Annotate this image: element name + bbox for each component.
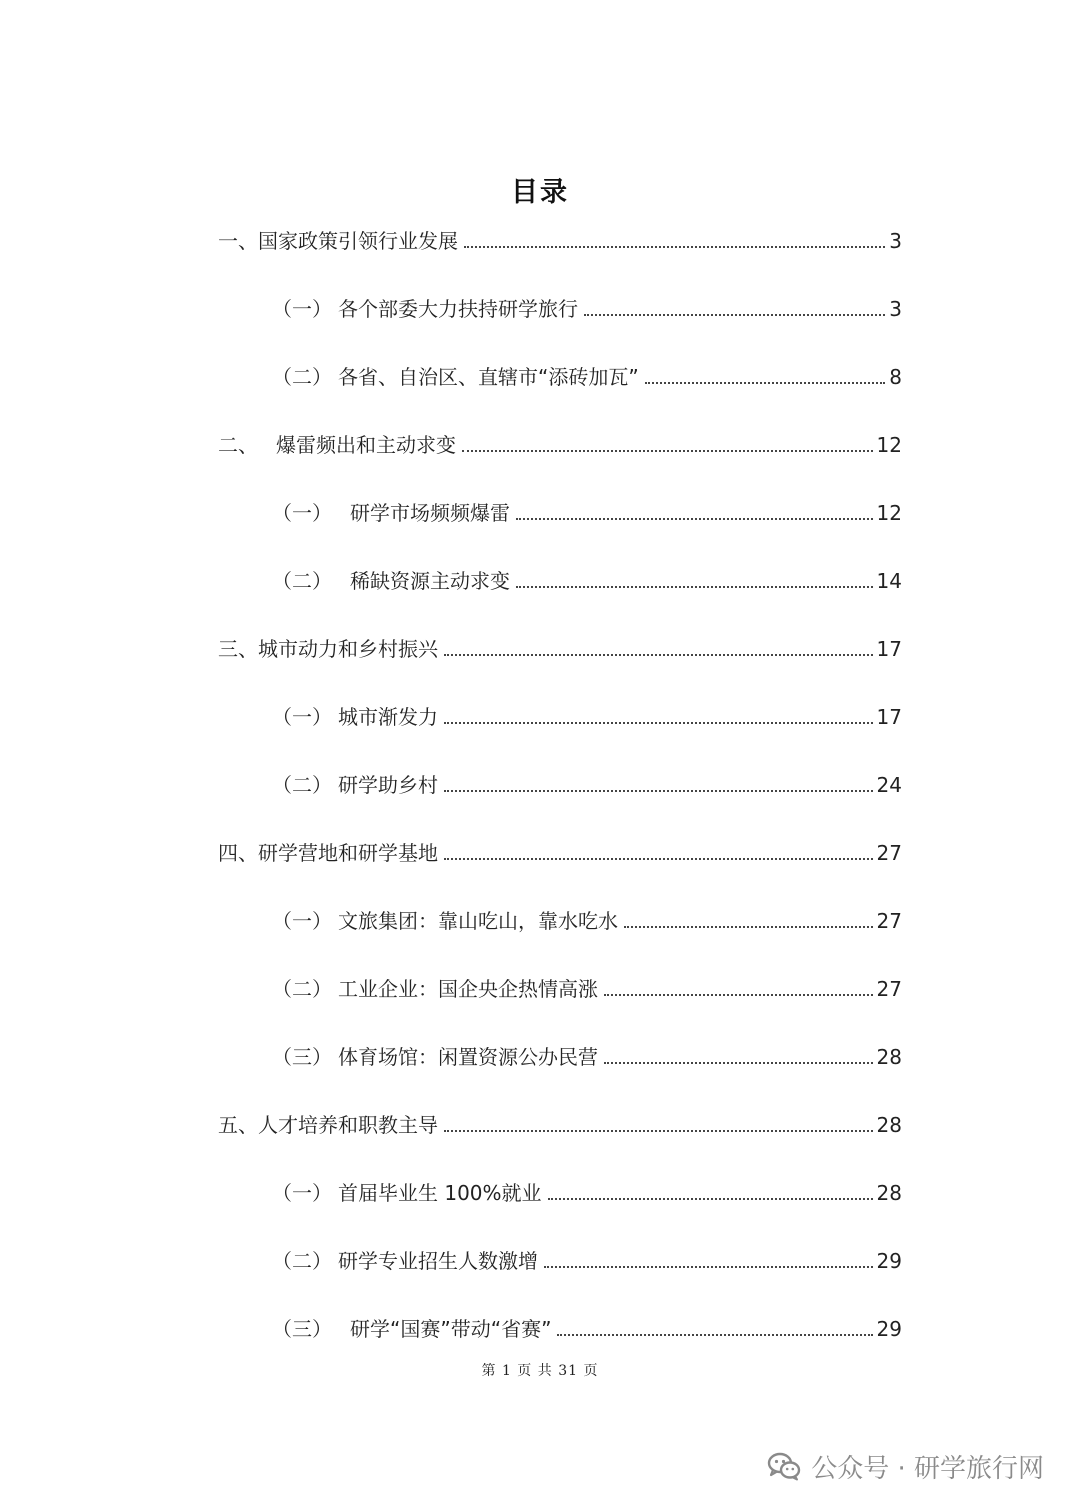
- toc-entry: [272, 906, 902, 936]
- toc-entry: [272, 770, 902, 800]
- toc-leader-dots: [444, 722, 873, 724]
- toc-entry-page-number: 17: [876, 637, 902, 661]
- toc-entry: [272, 566, 902, 596]
- toc-entry: [218, 1110, 902, 1140]
- toc-entry: [272, 974, 902, 1004]
- toc-entry-label: [218, 634, 438, 664]
- toc-entry-text: 首届毕业生 100%就业: [338, 1181, 542, 1205]
- toc-leader-dots: [516, 586, 873, 588]
- toc-entry-page-number: 14: [876, 569, 902, 593]
- toc-entry-page-number: 12: [876, 433, 902, 457]
- toc-entry-label: [218, 226, 458, 256]
- toc-entry-label: [218, 838, 438, 868]
- toc-entry-label: [272, 1042, 598, 1072]
- toc-entry-page-number: 28: [876, 1113, 902, 1137]
- toc-entry: [218, 838, 902, 868]
- toc-entry-page-number: 3: [889, 229, 902, 253]
- toc-entry-number: （一）: [272, 909, 332, 933]
- toc-entry: [272, 1178, 902, 1208]
- toc-entry-number: 一、: [218, 229, 258, 253]
- toc-entry-page-number: 29: [876, 1317, 902, 1341]
- toc-entry: [272, 362, 902, 392]
- toc-entry-text: 文旅集团：靠山吃山，靠水吃水: [338, 909, 618, 933]
- toc-entry: [272, 1246, 902, 1276]
- toc-entry: [272, 1314, 902, 1344]
- toc-entry: [272, 702, 902, 732]
- toc-leader-dots: [624, 926, 873, 928]
- toc-entry-text: 稀缺资源主动求变: [350, 569, 510, 593]
- toc-entry-label: [272, 566, 510, 596]
- toc-entry-text: 各个部委大力扶持研学旅行: [338, 297, 578, 321]
- toc-entry-text: 国家政策引领行业发展: [258, 229, 458, 253]
- toc-entry-label: [272, 1246, 538, 1276]
- toc-entry-number: 四、: [218, 841, 258, 865]
- toc-entry: [218, 226, 902, 256]
- toc-entry-text: 研学“国赛”带动“省赛”: [350, 1317, 552, 1341]
- toc-entry-label: [272, 362, 639, 392]
- wechat-icon: [767, 1451, 801, 1481]
- toc-entry-number: （三）: [272, 1045, 332, 1069]
- toc-entry-number: （二）: [272, 1249, 332, 1273]
- watermark-text: 公众号 · 研学旅行网: [811, 1453, 1044, 1484]
- toc-entry-text: 研学专业招生人数激增: [338, 1249, 538, 1273]
- toc-leader-dots: [548, 1198, 873, 1200]
- watermark: [767, 1446, 1044, 1486]
- toc-leader-dots: [444, 790, 873, 792]
- toc-entry-number: 二、: [218, 433, 258, 457]
- toc-entry-text: 工业企业：国企央企热情高涨: [338, 977, 598, 1001]
- toc-entry: [272, 498, 902, 528]
- toc-entry-number: （二）: [272, 977, 332, 1001]
- toc-entry-number: （一）: [272, 297, 332, 321]
- toc-entry-label: [272, 1314, 551, 1344]
- toc-leader-dots: [464, 246, 885, 248]
- toc-leader-dots: [462, 450, 873, 452]
- toc-entry-number: （二）: [272, 365, 332, 389]
- toc-entry-text: 城市渐发力: [338, 705, 438, 729]
- toc-entry-page-number: 24: [876, 773, 902, 797]
- toc-entry-number: （二）: [272, 773, 332, 797]
- toc-entry-text: 研学市场频频爆雷: [350, 501, 510, 525]
- toc-entry-text: 研学营地和研学基地: [258, 841, 438, 865]
- toc-entry-number: （一）: [272, 705, 332, 729]
- toc-entry-page-number: 8: [889, 365, 902, 389]
- toc-leader-dots: [557, 1334, 872, 1336]
- toc-entry: [218, 430, 902, 460]
- toc-entry-text: 爆雷频出和主动求变: [276, 433, 456, 457]
- toc-entry-label: [272, 702, 438, 732]
- toc-entry-label: [272, 906, 618, 936]
- toc-entry-page-number: 27: [876, 977, 902, 1001]
- toc-entry: [272, 294, 902, 324]
- toc-entry-label: [272, 294, 578, 324]
- toc-entry-page-number: 28: [876, 1045, 902, 1069]
- toc-entry-number: （二）: [272, 569, 332, 593]
- toc-entry-text: 各省、自治区、直辖市“添砖加瓦”: [338, 365, 639, 389]
- toc-leader-dots: [584, 314, 885, 316]
- toc-entry-label: [272, 498, 510, 528]
- page-footer: 第 1 页 共 31 页: [481, 1363, 599, 1379]
- toc-leader-dots: [516, 518, 873, 520]
- toc-entry-page-number: 27: [876, 841, 902, 865]
- toc-entry-text: 体育场馆：闲置资源公办民营: [338, 1045, 598, 1069]
- toc-entry: [272, 1042, 902, 1072]
- toc-leader-dots: [645, 382, 886, 384]
- toc-entry-text: 研学助乡村: [338, 773, 438, 797]
- toc-entry-number: （一）: [272, 501, 332, 525]
- toc-entry: [218, 634, 902, 664]
- toc-entry-label: [272, 1178, 542, 1208]
- toc-title: 目录: [511, 177, 569, 209]
- toc-entry-label: [218, 1110, 438, 1140]
- toc-leader-dots: [604, 994, 873, 996]
- toc-entry-page-number: 3: [889, 297, 902, 321]
- toc-entry-number: （一）: [272, 1181, 332, 1205]
- toc-entry-number: 三、: [218, 637, 258, 661]
- toc-entry-text: 人才培养和职教主导: [258, 1113, 438, 1137]
- toc-entry-label: [272, 770, 438, 800]
- toc-entry-page-number: 29: [876, 1249, 902, 1273]
- toc-leader-dots: [444, 858, 873, 860]
- toc-entry-label: [272, 974, 598, 1004]
- toc-entry-page-number: 28: [876, 1181, 902, 1205]
- toc-entry-label: [218, 430, 456, 460]
- toc-entry-text: 城市动力和乡村振兴: [258, 637, 438, 661]
- toc-entry-page-number: 17: [876, 705, 902, 729]
- toc-entry-number: 五、: [218, 1113, 258, 1137]
- toc-entry-page-number: 27: [876, 909, 902, 933]
- toc-entry-number: （三）: [272, 1317, 332, 1341]
- toc-leader-dots: [444, 1130, 873, 1132]
- toc-leader-dots: [444, 654, 873, 656]
- toc-leader-dots: [544, 1266, 873, 1268]
- toc-leader-dots: [604, 1062, 873, 1064]
- toc-entry-page-number: 12: [876, 501, 902, 525]
